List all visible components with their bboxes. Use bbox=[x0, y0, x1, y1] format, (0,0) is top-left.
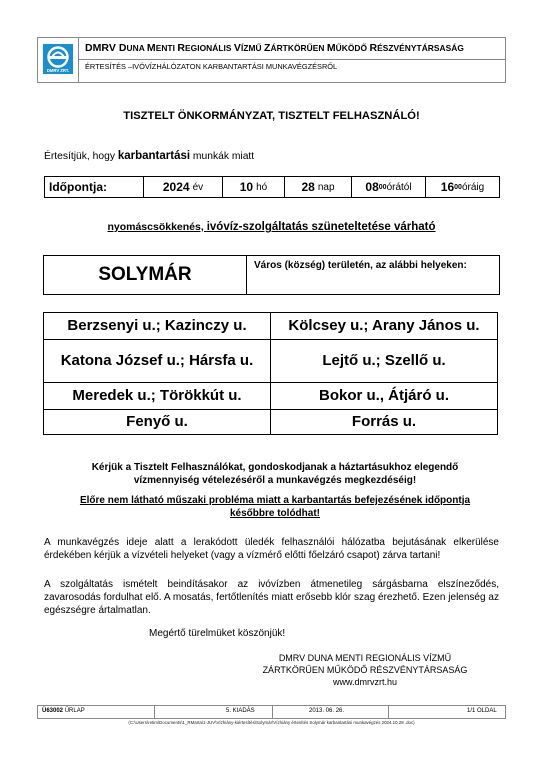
time-from: 08 00 órától bbox=[351, 176, 426, 198]
table-row bbox=[44, 340, 498, 383]
signature-block bbox=[245, 652, 485, 688]
date-row bbox=[44, 176, 499, 198]
file-path: (C:\Users\retim\Documents\1_RMarta\1-JUV\Vízhiány-kiértesítés\Solymár\Vízhiány értesítés Solymár karbantartási munkavégzés 2024.10.28 .doc) bbox=[128, 720, 415, 725]
date-day: 28 nap bbox=[284, 176, 352, 198]
intro-line: Értesítjük, hogy karbantartási munkák miatt bbox=[44, 150, 255, 162]
header-title-row bbox=[78, 38, 505, 60]
delay-warning: Előre nem látható műszaki probléma miatt a karbantartás befejezésének időpontja későbbre tolódhat! bbox=[79, 495, 471, 519]
greeting: TISZTELT ÖNKORMÁNYZAT, TISZTELT FELHASZNÁLÓ! bbox=[123, 110, 420, 122]
street-cell: Lejtő u.; Szellő u. bbox=[271, 340, 498, 383]
footer-page: 1/1 OLDAL bbox=[467, 708, 497, 714]
document-footer bbox=[37, 705, 506, 719]
service-notice: nyomáscsökkenés, ivóvíz-szolgáltatás szüneteltetése várható bbox=[107, 221, 436, 233]
signature-line2: ZÁRTKÖRŰEN MŰKÖDŐ RÉSZVÉNYTÁRSASÁG bbox=[262, 665, 468, 675]
document-header bbox=[37, 37, 506, 83]
footer-date: 2013. 06. 26. bbox=[309, 708, 345, 714]
table-row bbox=[44, 383, 498, 410]
paragraph-closing-taps: A munkavégzés ideje alatt a lerakódott üledék felhasználói hálózatba bejutásának elkerülése érdekében kérjük a vízvételi helyeket (vagy a vízmérő előtti főelzáró csapot) zárva tartani! bbox=[44, 537, 499, 561]
date-month: 10 hó bbox=[222, 176, 285, 198]
town-description: Város (község) területén, az alábbi helyeken: bbox=[254, 260, 467, 271]
logo-cell bbox=[38, 38, 79, 82]
logo-text: DMRV ZRT. bbox=[46, 68, 70, 73]
company-name: DMRV DUNA MENTI REGIONÁLIS VÍZMŰ ZÁRTKÖRŰEN MŰKÖDŐ RÉSZVÉNYTÁRSASÁG bbox=[85, 42, 464, 54]
footer-divider bbox=[154, 706, 155, 718]
street-cell: Bokor u., Átjáró u. bbox=[271, 383, 498, 410]
plea-text: Kérjük a Tisztelt Felhasználókat, gondoskodjanak a háztartásukhoz elegendő vízmennyiség vételezéséről a munkavégzés megkezdéséig! bbox=[91, 462, 459, 486]
footer-divider bbox=[272, 706, 273, 718]
header-subtitle: ÉRTESÍTÉS –IVÓVÍZHÁLÓZATON KARBANTARTÁSI MUNKAVÉGZÉSRŐL bbox=[85, 62, 338, 71]
streets-table bbox=[43, 312, 498, 435]
signature-website: www.dmrvzrt.hu bbox=[332, 677, 397, 687]
paragraph-discoloration: A szolgáltatás ismételt beindításakor az ivóvízben átmenetileg sárgásbarna elszíneződés, zavarosodás fordulhat elő. A mosatás, fertőtlenítés miatt erősebb klór szag érezhető. Ezen jelenség az egészségre ártalmatlan. bbox=[44, 579, 499, 616]
footer-divider bbox=[388, 706, 389, 718]
footer-edition: 5. KIADÁS bbox=[226, 708, 255, 714]
street-cell: Forrás u. bbox=[271, 410, 498, 435]
thanks-line: Megértő türelmüket köszönjük! bbox=[149, 628, 286, 639]
table-row bbox=[44, 410, 498, 435]
street-cell: Katona József u.; Hársfa u. bbox=[44, 340, 271, 383]
street-cell: Kölcsey u.; Arany János u. bbox=[271, 313, 498, 340]
town-name: SOLYMÁR bbox=[44, 256, 247, 294]
date-year: 2024 év bbox=[143, 176, 223, 198]
street-cell: Berzsenyi u.; Kazinczy u. bbox=[44, 313, 271, 340]
signature-line1: DMRV DUNA MENTI REGIONÁLIS VÍZMŰ bbox=[278, 653, 452, 663]
town-box bbox=[43, 255, 500, 295]
footer-form-id: Ü63002 ŰRLAP bbox=[42, 708, 85, 714]
street-cell: Fenyő u. bbox=[44, 410, 271, 435]
date-label: Időpontja: bbox=[44, 176, 144, 198]
table-row bbox=[44, 313, 498, 340]
dmrv-logo bbox=[43, 44, 73, 74]
time-to: 16 00 óráig bbox=[425, 176, 500, 198]
street-cell: Meredek u.; Törökkút u. bbox=[44, 383, 271, 410]
